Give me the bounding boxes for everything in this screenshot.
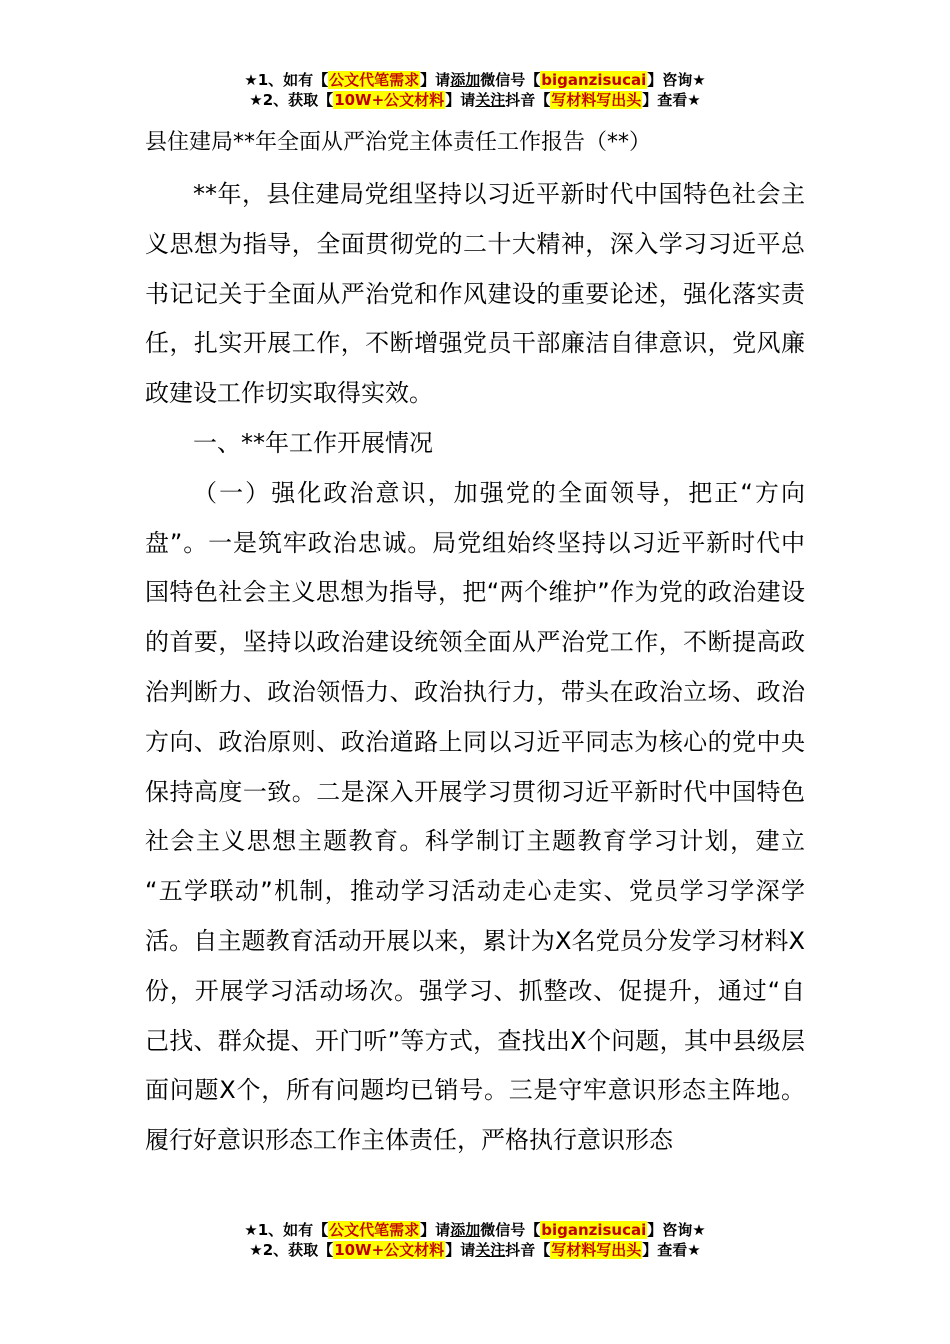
highlight-materials: 10W+公文材料 (334, 1241, 445, 1259)
paragraph-section-1: （一）强化政治意识，加强党的全面领导，把正“方向盘”。一是筑牢政治忠诚。局党组始终坚持以习近平新时代中国特色社会主义思想为指导，把“两个维护”作为党的政治建设的首要，坚持以政治建设统领全面从严治党工作，不断提高政治判断力、政治领悟力、政治执行力，带头在政治立场、政治方向、政治原则、政治道路上同以习近平同志为核心的党中央保持高度一致。二是深入开展学习贯彻习近平新时代中国特色社会主义思想主题教育。科学制订主题教育学习计划，建立 “五学联动”机制，推动学习活动走心走实、党员学习学深学活。自主题教育活动开展以来，累计为X名党员分发学习材料X份，开展学习活动场次。强学习、抓整改、促提升，通过“自己找、群众提、开门听”等方式，查找出X个问题，其中县级层面问题X个，所有问题均已销号。三是守牢意识形态主阵地。履行好意识形态工作主体责任，严格执行意识形态 (145, 478, 805, 1155)
promo-banner-top (0, 70, 950, 110)
section-heading: 一、**年工作开展情况 (193, 428, 433, 457)
document-body (145, 170, 805, 1166)
highlight-materials: 10W+公文材料 (334, 91, 445, 109)
highlight-douyin-account: 写材料写出头 (551, 1241, 642, 1259)
promo-banner-bottom (0, 1220, 950, 1260)
highlight-wechat-id: biganzisucai (541, 71, 647, 89)
highlight-wechat-id: biganzisucai (541, 1221, 647, 1239)
highlight-service: 公文代笔需求 (329, 1221, 420, 1239)
promo-line-1: ★1、如有【公文代笔需求】请添加微信号【biganzisucai】咨询★ (244, 71, 706, 89)
highlight-douyin-account: 写材料写出头 (551, 91, 642, 109)
paragraph-intro: **年，县住建局党组坚持以习近平新时代中国特色社会主义思想为指导，全面贯彻党的二十大精神，深入学习习近平总书记记关于全面从严治党和作风建设的重要论述，强化落实责任，扎实开展工作，不断增强党员干部廉洁自律意识，党风廉政建设工作切实取得实效。 (145, 180, 805, 408)
promo-line-2: ★2、获取【10W+公文材料】请关注抖音【写材料写出头】查看★ (249, 91, 701, 109)
document-title: 县住建局**年全面从严治党主体责任工作报告（**） (145, 130, 652, 155)
highlight-service: 公文代笔需求 (329, 71, 420, 89)
promo-line-1: ★1、如有【公文代笔需求】请添加微信号【biganzisucai】咨询★ (244, 1221, 706, 1239)
promo-line-2: ★2、获取【10W+公文材料】请关注抖音【写材料写出头】查看★ (249, 1241, 701, 1259)
